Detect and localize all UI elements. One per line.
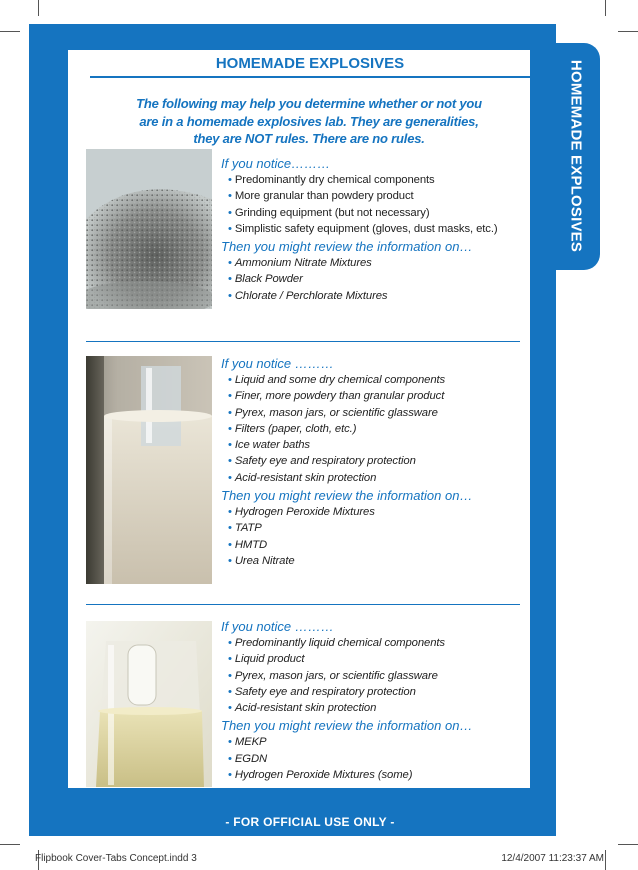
list-item: • More granular than powdery product — [228, 190, 414, 203]
list-item: • Simplistic safety equipment (gloves, dust masks, etc.) — [228, 222, 498, 235]
intro-line: are in a homemade explosives lab. They are generalities, — [139, 113, 479, 129]
bullet-icon: • — [228, 222, 232, 235]
section-divider — [86, 341, 520, 342]
review-list — [221, 734, 531, 783]
list-item: • Urea Nitrate — [228, 554, 295, 567]
crop-mark — [0, 844, 20, 845]
list-item: • Safety eye and respiratory protection — [228, 455, 416, 468]
list-item: • Safety eye and respiratory protection — [228, 685, 416, 698]
bullet-icon: • — [228, 554, 232, 567]
list-item: • Ammonium Nitrate Mixtures — [228, 257, 372, 270]
review-heading: Then you might review the information on… — [221, 488, 473, 504]
list-item: • Ice water baths — [228, 439, 310, 452]
cloudy-liquid-photo — [86, 356, 212, 584]
bullet-icon: • — [228, 653, 232, 666]
section-tab-label: HOMEMADE EXPLOSIVES — [567, 59, 585, 253]
intro-text — [96, 95, 522, 148]
crop-mark — [605, 850, 606, 870]
bullet-icon: • — [228, 439, 232, 452]
list-item: • TATP — [228, 522, 262, 535]
list-item: • Acid-resistant skin protection — [228, 471, 377, 484]
crop-mark — [618, 844, 638, 845]
list-item: • Grinding equipment (but not necessary) — [228, 206, 430, 219]
review-list — [221, 255, 531, 304]
section-divider — [86, 604, 520, 605]
list-item: • Predominantly dry chemical components — [228, 174, 435, 186]
list-item: • Chlorate / Perchlorate Mixtures — [228, 289, 388, 302]
bullet-icon: • — [228, 685, 232, 698]
review-list — [221, 504, 531, 569]
bullet-icon: • — [228, 769, 232, 782]
notice-list — [221, 372, 531, 486]
notice-heading: If you notice ……… — [221, 356, 334, 371]
intro-line: they are NOT rules. There are no rules. — [193, 131, 425, 146]
list-item: • EGDN — [228, 752, 268, 765]
title-rule — [90, 76, 530, 78]
bullet-icon: • — [228, 273, 232, 286]
list-item: • HMTD — [228, 538, 268, 551]
crop-mark — [0, 31, 20, 32]
bullet-icon: • — [228, 289, 232, 302]
list-item: • Filters (paper, cloth, etc.) — [228, 422, 357, 435]
section-dry-chemicals — [221, 155, 531, 304]
bullet-icon: • — [228, 422, 232, 435]
notice-list — [221, 172, 531, 237]
bullet-icon: • — [228, 374, 232, 386]
bullet-icon: • — [228, 190, 232, 203]
list-item: • Pyrex, mason jars, or scientific glassware — [228, 406, 438, 419]
notice-heading: If you notice……… — [221, 156, 331, 171]
list-item: • Liquid product — [228, 653, 305, 666]
list-item: • Finer, more powdery than granular product — [228, 390, 445, 403]
list-item: • Pyrex, mason jars, or scientific glassware — [228, 669, 438, 682]
bullet-icon: • — [228, 702, 232, 715]
file-slug: Flipbook Cover-Tabs Concept.indd 3 — [35, 853, 197, 864]
powder-photo — [86, 149, 212, 309]
bullet-icon: • — [228, 390, 232, 403]
section-liquid — [221, 618, 531, 783]
review-heading: Then you might review the information on… — [221, 239, 473, 255]
list-item: • Black Powder — [228, 273, 303, 286]
bullet-icon: • — [228, 752, 232, 765]
official-use-notice: - FOR OFFICIAL USE ONLY - — [225, 815, 395, 829]
bullet-icon: • — [228, 538, 232, 551]
bullet-icon: • — [228, 471, 232, 484]
bullet-icon: • — [228, 669, 232, 682]
bullet-icon: • — [228, 506, 232, 519]
bullet-icon: • — [228, 174, 232, 186]
bullet-icon: • — [228, 736, 232, 749]
list-item: • Hydrogen Peroxide Mixtures — [228, 506, 375, 519]
crop-mark — [38, 0, 39, 16]
crop-mark — [618, 31, 638, 32]
clear-liquid-photo — [86, 621, 212, 787]
list-item: • Acid-resistant skin protection — [228, 702, 377, 715]
review-heading: Then you might review the information on… — [221, 718, 473, 734]
list-item: • Liquid and some dry chemical components — [228, 374, 446, 386]
bullet-icon: • — [228, 455, 232, 468]
notice-heading: If you notice ……… — [221, 619, 334, 634]
date-slug: 12/4/2007 11:23:37 AM — [501, 853, 604, 864]
bullet-icon: • — [228, 206, 232, 219]
list-item: • Hydrogen Peroxide Mixtures (some) — [228, 769, 413, 782]
bullet-icon: • — [228, 522, 232, 535]
notice-list — [221, 635, 531, 716]
bullet-icon: • — [228, 257, 232, 270]
section-liquid-dry — [221, 355, 531, 569]
bullet-icon: • — [228, 406, 232, 419]
page-title: HOMEMADE EXPLOSIVES — [215, 55, 405, 72]
crop-mark — [605, 0, 606, 16]
intro-line: The following may help you determine whether or not you — [136, 96, 482, 111]
list-item: • Predominantly liquid chemical components — [228, 637, 445, 649]
bullet-icon: • — [228, 637, 232, 649]
list-item: • MEKP — [228, 736, 267, 749]
